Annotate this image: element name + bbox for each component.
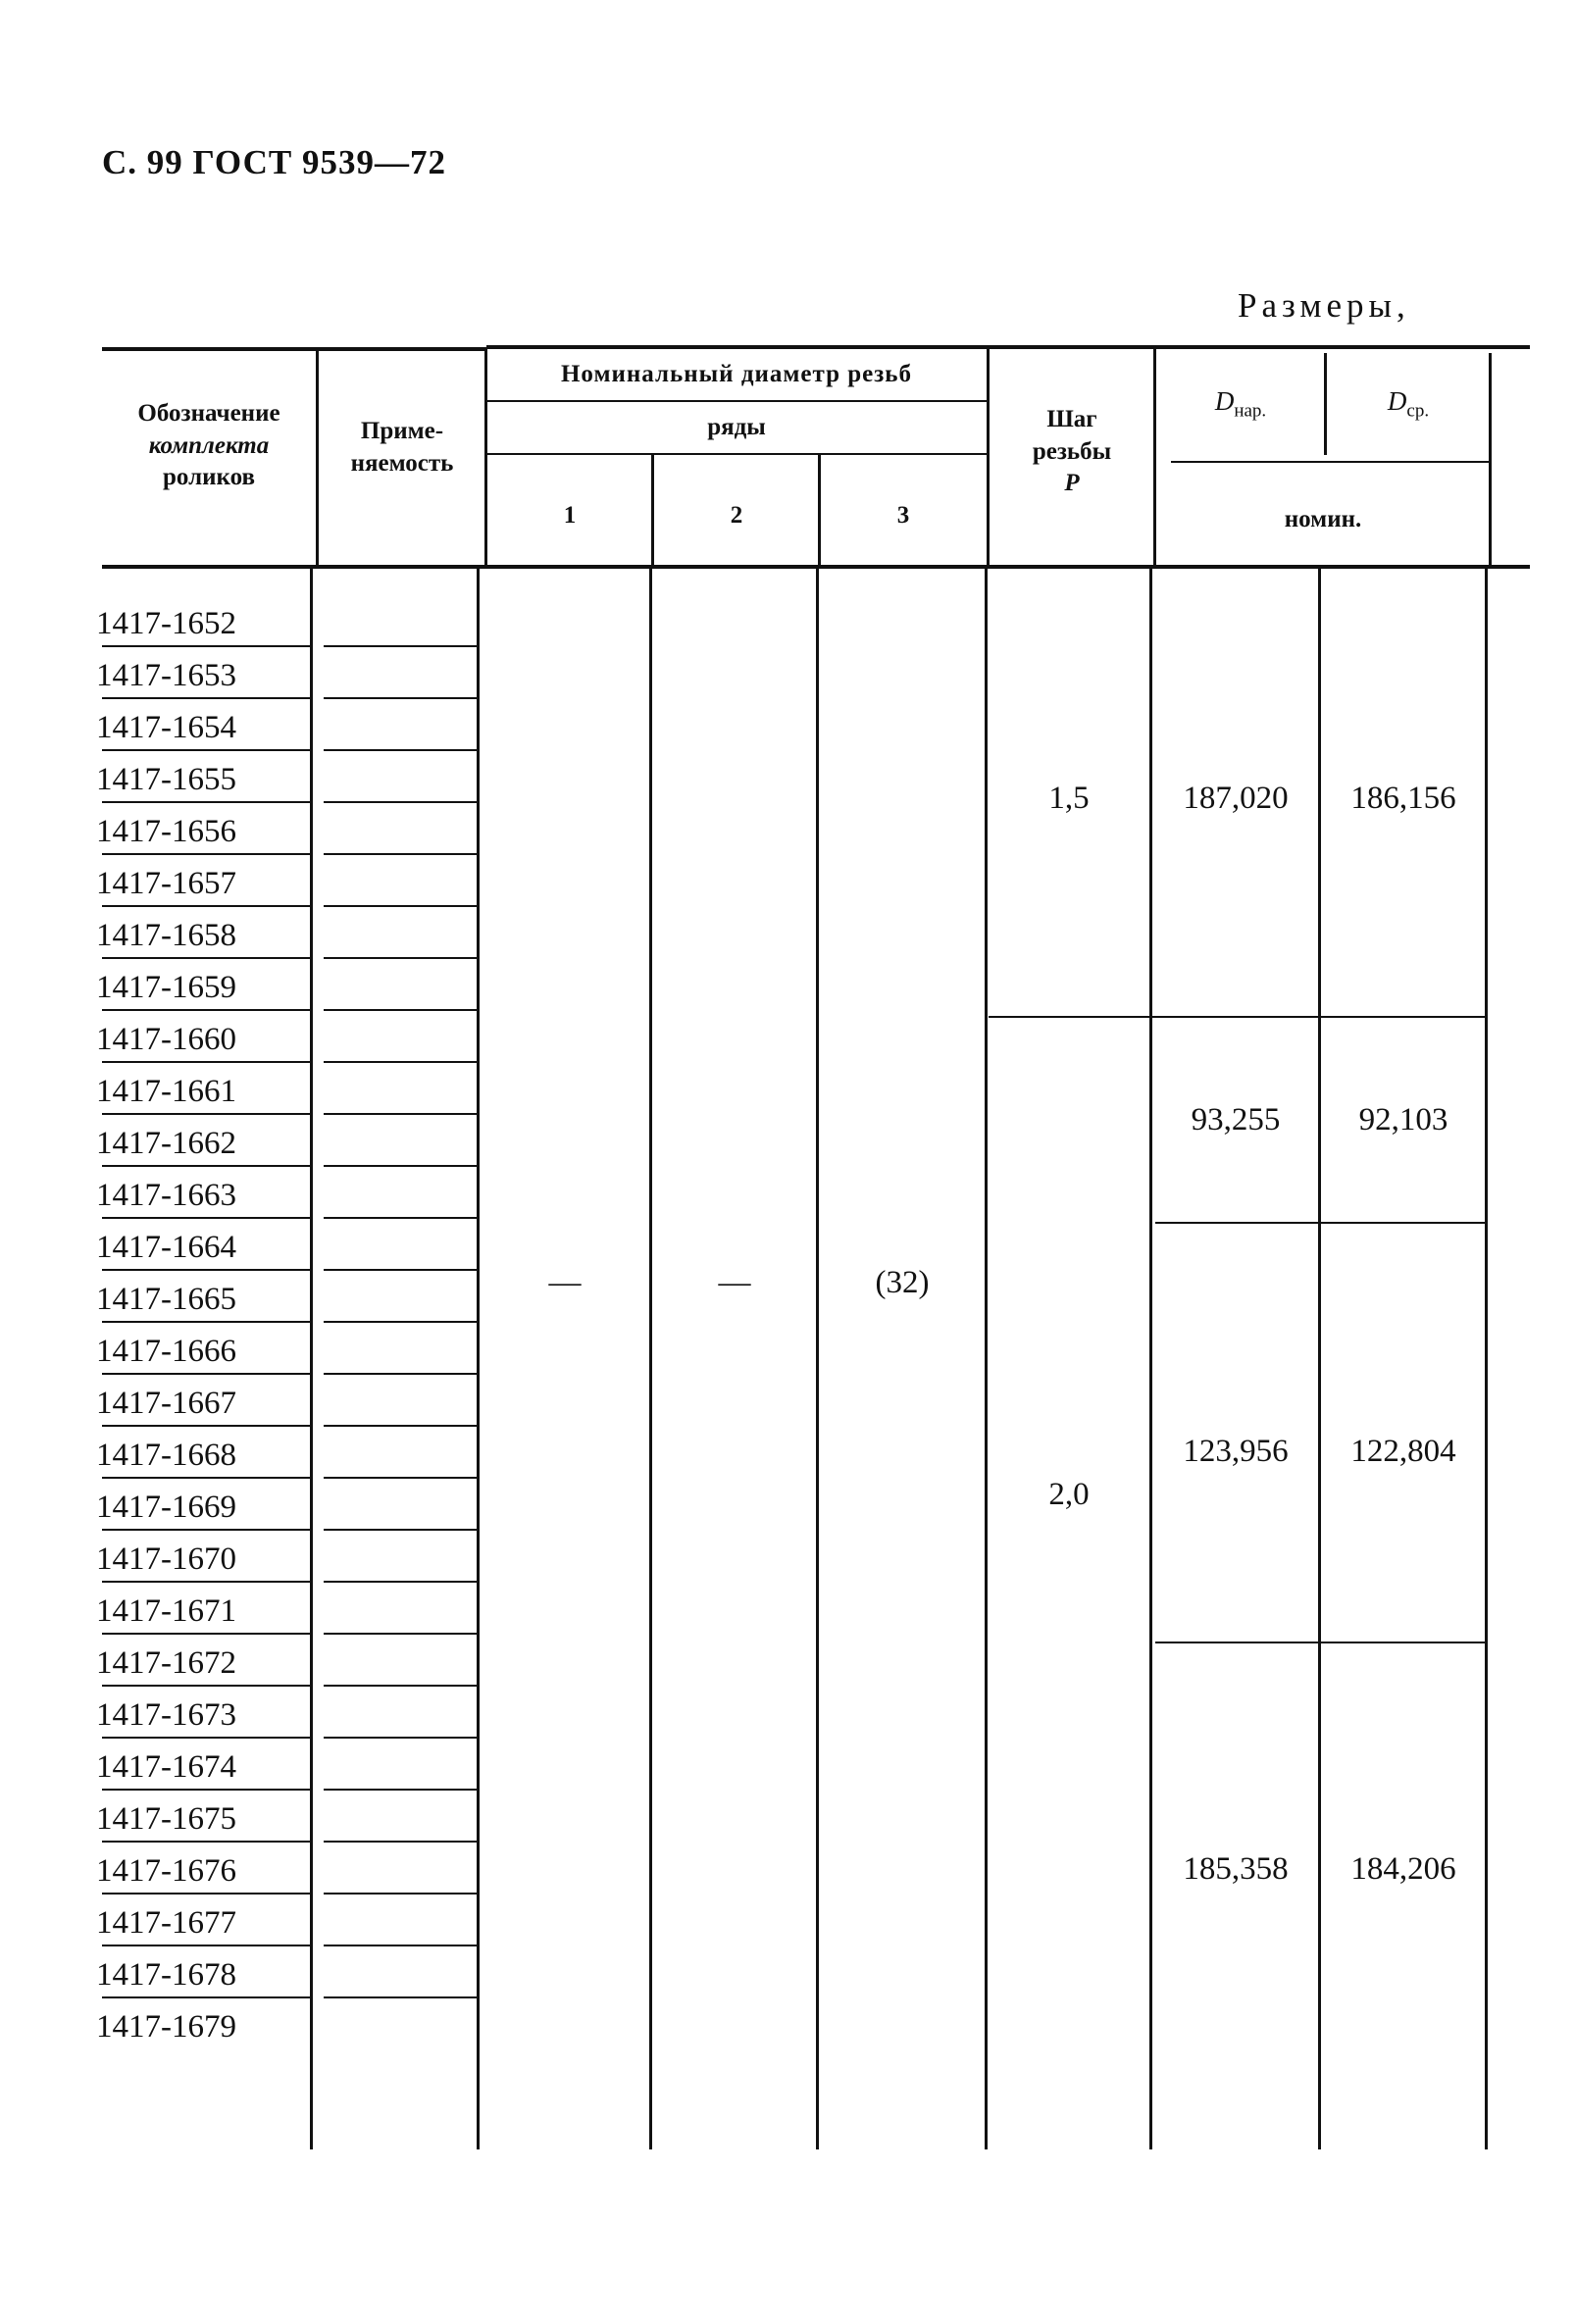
table-row-code: 1417-1657 [96,866,236,901]
table-row-code: 1417-1670 [96,1541,236,1577]
table-row-code: 1417-1658 [96,918,236,953]
table-row-code: 1417-1679 [96,2009,236,2045]
table-row-code: 1417-1666 [96,1334,236,1369]
table-row-code: 1417-1677 [96,1905,236,1941]
table-caption: Размеры, [1238,286,1410,325]
header-rows: ряды [707,414,766,440]
table-row-code: 1417-1656 [96,814,236,849]
table-row-code: 1417-1654 [96,710,236,745]
table-row-code: 1417-1676 [96,1853,236,1889]
d-mean-value: 186,156 [1350,781,1456,816]
table-row-code: 1417-1672 [96,1645,236,1681]
header-nominal-diameter: Номинальный диаметр резьб [560,361,913,387]
d-outer-value: 185,358 [1183,1851,1289,1887]
header-d-mean: $D_{ср.}$ [1387,386,1430,422]
header-designation: Обозначение комплекта роликов [137,400,280,490]
table-row-code: 1417-1660 [96,1022,236,1057]
table-row-code: 1417-1673 [96,1697,236,1733]
d-outer-value: 123,956 [1183,1434,1289,1469]
row1-value: — [548,1265,582,1300]
row2-value: — [718,1265,751,1300]
header-nominal: номин. [1284,506,1362,532]
table-row-code: 1417-1663 [96,1178,236,1213]
d-mean-value: 122,804 [1350,1434,1456,1469]
header-row-1: 1 [563,502,577,529]
table-row-code: 1417-1655 [96,762,236,797]
d-outer-value: 93,255 [1191,1102,1281,1137]
pitch-value-1: 1,5 [1048,781,1090,816]
table-row-code: 1417-1667 [96,1386,236,1421]
row3-value: (32) [875,1265,930,1300]
header-d-outer: $D_{нар.}$ [1214,386,1267,422]
table-row-code: 1417-1664 [96,1230,236,1265]
d-outer-value: 187,020 [1183,781,1289,816]
table-row-code: 1417-1668 [96,1438,236,1473]
page-header: С. 99 ГОСТ 9539—72 [102,143,446,181]
header-row-3: 3 [896,502,910,529]
table-row-code: 1417-1678 [96,1957,236,1993]
table-row-code: 1417-1674 [96,1749,236,1785]
table-row-code: 1417-1652 [96,606,236,641]
pitch-value-2: 2,0 [1048,1477,1090,1512]
table-row-code: 1417-1671 [96,1593,236,1629]
table-row-code: 1417-1653 [96,658,236,693]
d-mean-value: 92,103 [1358,1102,1448,1137]
header-applicability: Приме- няемость [350,418,454,477]
table-row-code: 1417-1661 [96,1074,236,1109]
d-mean-value: 184,206 [1350,1851,1456,1887]
table-row-code: 1417-1675 [96,1801,236,1837]
table-row-code: 1417-1669 [96,1490,236,1525]
table-row-code: 1417-1665 [96,1282,236,1317]
table-row-code: 1417-1659 [96,970,236,1005]
table-row-code: 1417-1662 [96,1126,236,1161]
header-pitch: Шаг резьбы P [1032,406,1112,496]
header-row-2: 2 [730,502,743,529]
